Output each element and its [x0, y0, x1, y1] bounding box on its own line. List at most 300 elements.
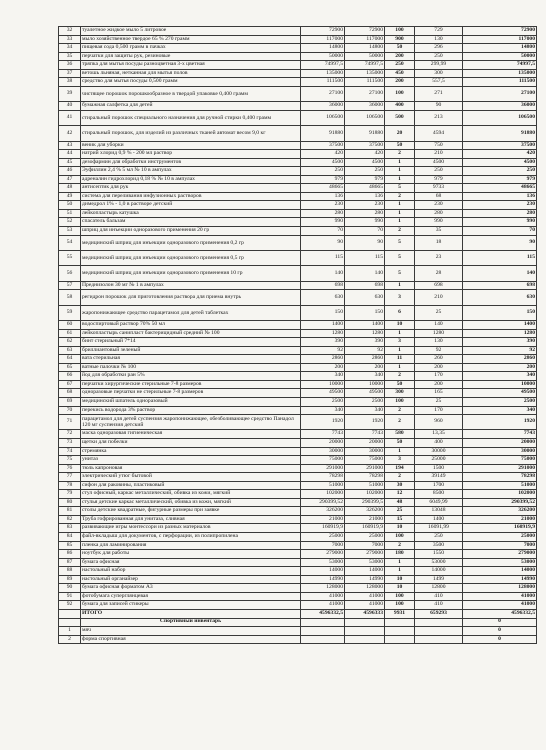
line-total: 41000	[463, 592, 537, 601]
unit-price: 260	[415, 355, 463, 364]
actual-amount: 7743	[345, 430, 385, 439]
quantity: 50	[385, 141, 415, 150]
row-number: 59	[59, 305, 81, 320]
line-total: 280	[463, 209, 537, 218]
actual-amount: 136	[345, 192, 385, 201]
actual-amount: 979	[345, 175, 385, 184]
line-total: 14990	[463, 575, 537, 584]
item-name: ватные палочки № 100	[81, 363, 301, 372]
line-total: 979	[463, 175, 537, 184]
item-name: стулья детские каркас металлический, обивка из кожи, мягкий	[81, 498, 301, 507]
quantity: 2	[385, 372, 415, 381]
unit-price: 30000	[415, 447, 463, 456]
planned-amount: 150	[301, 305, 345, 320]
planned-amount: 51000	[301, 481, 345, 490]
table-row	[59, 102, 537, 111]
line-total: 78298	[463, 473, 537, 482]
planned-amount: 340	[301, 372, 345, 381]
planned-amount: 390	[301, 338, 345, 347]
quantity: 194	[385, 464, 415, 473]
planned-amount: 2860	[301, 355, 345, 364]
planned-amount: 128000	[301, 584, 345, 593]
table-row	[59, 126, 537, 141]
item-name: система для переливания инфузионных растворов	[81, 192, 301, 201]
unit-price: 400	[415, 439, 463, 448]
item-name: пленка для ламинирования	[81, 541, 301, 550]
unit-price: 210	[415, 150, 463, 159]
total-actual: 4596333	[345, 609, 385, 618]
row-number: 45	[59, 158, 81, 167]
row-number: 48	[59, 184, 81, 193]
line-total: 420	[463, 150, 537, 159]
row-number: 89	[59, 575, 81, 584]
planned-amount: 90	[301, 235, 345, 250]
table-row	[59, 110, 537, 125]
row-number: 60	[59, 321, 81, 330]
row-number: 75	[59, 456, 81, 465]
planned-amount: 78298	[301, 473, 345, 482]
row-number: 42	[59, 126, 81, 141]
quantity: 1	[385, 281, 415, 290]
quantity: 5	[385, 266, 415, 281]
unit-price: 4594	[415, 126, 463, 141]
quantity: 100	[385, 397, 415, 406]
quantity: 10	[385, 575, 415, 584]
unit-price: 18	[415, 235, 463, 250]
actual-amount: 990	[345, 218, 385, 227]
planned-amount: 111500	[301, 78, 345, 87]
line-total: 25000	[463, 533, 537, 542]
quantity: 1	[385, 346, 415, 355]
line-total: 2860	[463, 355, 537, 364]
planned-amount: 91880	[301, 126, 345, 141]
item-name: регидрон порошок для приготовления раствора для приема внутрь	[81, 290, 301, 305]
actual-amount: 27100	[345, 86, 385, 101]
planned-amount: 280	[301, 209, 345, 218]
row-number: 62	[59, 338, 81, 347]
line-total: 49500	[463, 389, 537, 398]
line-total: 0	[463, 635, 537, 644]
line-total: 340	[463, 372, 537, 381]
quantity: 5	[385, 250, 415, 265]
quantity: 48	[385, 498, 415, 507]
row-number: 63	[59, 346, 81, 355]
planned-amount: 7743	[301, 430, 345, 439]
line-total: 51000	[463, 481, 537, 490]
unit-price: 130	[415, 35, 463, 44]
planned-amount: 41000	[301, 592, 345, 601]
quantity: 200	[385, 78, 415, 87]
item-name: парацетамол для детей суспензия жаропонижающее, обезболивающее средство Панадол 120 мг суспензия детский	[81, 415, 301, 430]
empty-cell	[415, 618, 463, 627]
unit-price: 170	[415, 372, 463, 381]
item-name: водоспиртовый раствор 70% 50 мл	[81, 321, 301, 330]
row-number: 86	[59, 550, 81, 559]
line-total: 1400	[463, 321, 537, 330]
actual-amount: 49500	[345, 389, 385, 398]
row-number: 44	[59, 150, 81, 159]
line-total: 1280	[463, 329, 537, 338]
line-total: 117000	[463, 35, 537, 44]
line-total: 21000	[463, 515, 537, 524]
item-name: перекись водорода 3% раствор	[81, 406, 301, 415]
unit-price: 200	[415, 380, 463, 389]
table-row	[59, 78, 537, 87]
unit-price: 25000	[415, 456, 463, 465]
line-total: 7000	[463, 541, 537, 550]
line-total: 10000	[463, 380, 537, 389]
unit-price: 296	[415, 44, 463, 53]
item-name: перчатки для защиты рук, резиновые	[81, 52, 301, 61]
line-total: 70	[463, 227, 537, 236]
planned-amount: 30000	[301, 447, 345, 456]
unit-price: 16091,99	[415, 524, 463, 533]
quantity: 11	[385, 355, 415, 364]
section-title: Спортивный инвентарь	[81, 618, 301, 627]
row-number: 37	[59, 69, 81, 78]
planned-amount: 53000	[301, 558, 345, 567]
line-total: 2500	[463, 397, 537, 406]
quantity: 450	[385, 69, 415, 78]
empty-cell	[385, 627, 415, 636]
quantity: 2	[385, 406, 415, 415]
table-row	[59, 167, 537, 176]
row-number: 73	[59, 439, 81, 448]
item-name: Преднизолон 30 мг № 1 в ампулах	[81, 281, 301, 290]
actual-amount: 48665	[345, 184, 385, 193]
planned-amount: 290399,52	[301, 498, 345, 507]
line-total: 340	[463, 406, 537, 415]
quantity: 3	[385, 338, 415, 347]
table-row	[59, 227, 537, 236]
line-total: 74997,5	[463, 61, 537, 70]
actual-amount: 70	[345, 227, 385, 236]
quantity: 400	[385, 102, 415, 111]
line-total: 53000	[463, 558, 537, 567]
row-number: 2	[59, 635, 81, 644]
unit-price: 4500	[415, 158, 463, 167]
item-name: перчатки хирургические стерильные 7-8 размеров	[81, 380, 301, 389]
quantity: 100	[385, 27, 415, 36]
item-name: стул офисный, каркас металлический, обивка из кожи, мягкий	[81, 490, 301, 499]
planned-amount: 990	[301, 218, 345, 227]
table-row	[59, 86, 537, 101]
planned-amount: 92	[301, 346, 345, 355]
actual-amount: 150	[345, 305, 385, 320]
planned-amount: 72900	[301, 27, 345, 36]
total-sum: 4596332,5	[463, 609, 537, 618]
unit-price: 729	[415, 27, 463, 36]
quantity: 1	[385, 567, 415, 576]
table-row	[59, 541, 537, 550]
row-number: 74	[59, 447, 81, 456]
unit-price: 8500	[415, 490, 463, 499]
item-name: мяч	[81, 627, 301, 636]
planned-amount: 1280	[301, 329, 345, 338]
table-row	[59, 601, 537, 610]
inventory-table-body	[59, 27, 537, 644]
planned-amount: 1400	[301, 321, 345, 330]
actual-amount: 4500	[345, 158, 385, 167]
item-name: дезофармин для обработки инструментов	[81, 158, 301, 167]
line-total: 41000	[463, 601, 537, 610]
row-number: 87	[59, 558, 81, 567]
planned-amount: 10000	[301, 380, 345, 389]
row-number: 69	[59, 397, 81, 406]
item-name: медицинский шпатель одноразовый	[81, 397, 301, 406]
item-name: жаропонижающее средство парацетамол для детей таблетках	[81, 305, 301, 320]
item-name: столы детские квадратные, фигурные размеры при заявке	[81, 507, 301, 516]
table-row	[59, 266, 537, 281]
item-name: бумажная салфетка для детей	[81, 102, 301, 111]
unit-price: 557,5	[415, 78, 463, 87]
item-name: бриллиантовый зеленый	[81, 346, 301, 355]
line-total: 115	[463, 250, 537, 265]
line-total: 14000	[463, 567, 537, 576]
line-total: 30000	[463, 447, 537, 456]
planned-amount: 37500	[301, 141, 345, 150]
line-total: 90	[463, 235, 537, 250]
quantity: 1	[385, 201, 415, 210]
empty-cell	[301, 635, 345, 644]
quantity: 3	[385, 456, 415, 465]
unit-price: 960	[415, 415, 463, 430]
table-row	[59, 464, 537, 473]
quantity: 6	[385, 305, 415, 320]
planned-amount: 25000	[301, 533, 345, 542]
quantity: 25	[385, 507, 415, 516]
table-row	[59, 305, 537, 320]
actual-amount: 41000	[345, 601, 385, 610]
row-number: 47	[59, 175, 81, 184]
line-total: 72900	[463, 27, 537, 36]
quantity: 10	[385, 584, 415, 593]
table-row	[59, 184, 537, 193]
quantity: 12	[385, 490, 415, 499]
total-quantity: 9931	[385, 609, 415, 618]
actual-amount: 106500	[345, 110, 385, 125]
unit-price: 13,35	[415, 430, 463, 439]
quantity: 2	[385, 473, 415, 482]
row-number: 92	[59, 601, 81, 610]
actual-amount: 14990	[345, 575, 385, 584]
actual-amount: 14000	[345, 567, 385, 576]
quantity: 100	[385, 601, 415, 610]
planned-amount: 50000	[301, 52, 345, 61]
quantity: 50	[385, 44, 415, 53]
actual-amount: 92	[345, 346, 385, 355]
actual-amount: 37500	[345, 141, 385, 150]
item-name: антисептик для рук	[81, 184, 301, 193]
quantity: 900	[385, 35, 415, 44]
row-number: 76	[59, 464, 81, 473]
table-row	[59, 27, 537, 36]
actual-amount: 290399,5	[345, 498, 385, 507]
quantity: 3	[385, 290, 415, 305]
planned-amount: 250	[301, 167, 345, 176]
item-name: развивающие игры монтессори из разных материалов	[81, 524, 301, 533]
table-row	[59, 473, 537, 482]
quantity: 2	[385, 150, 415, 159]
unit-price: 250	[415, 52, 463, 61]
item-name: медицинский шприц для инъекции одноразового применения 10 гр	[81, 266, 301, 281]
planned-amount: 36000	[301, 102, 345, 111]
item-name: веник для уборки	[81, 141, 301, 150]
row-number: 72	[59, 430, 81, 439]
table-row	[59, 338, 537, 347]
table-row	[59, 415, 537, 430]
table-row	[59, 61, 537, 70]
row-number: 32	[59, 27, 81, 36]
item-name: Эуфиллин 2,4 % 5 мл № 10 в ампулах	[81, 167, 301, 176]
line-total: 279000	[463, 550, 537, 559]
quantity: 1	[385, 447, 415, 456]
quantity: 50	[385, 380, 415, 389]
row-number: 67	[59, 380, 81, 389]
line-total: 290399,52	[463, 498, 537, 507]
row-number: 81	[59, 507, 81, 516]
table-row	[59, 329, 537, 338]
actual-amount: 326200	[345, 507, 385, 516]
row-number: 58	[59, 290, 81, 305]
unit-price: 750	[415, 141, 463, 150]
item-name: адреналин гидрохлорид 0,18 % № 10 в ампулах	[81, 175, 301, 184]
planned-amount: 49500	[301, 389, 345, 398]
row-number: 35	[59, 52, 81, 61]
row-number: 82	[59, 515, 81, 524]
line-total: 0	[463, 627, 537, 636]
item-name: стремянка	[81, 447, 301, 456]
quantity: 580	[385, 430, 415, 439]
unit-price: 130	[415, 338, 463, 347]
row-number: 54	[59, 235, 81, 250]
actual-amount: 135000	[345, 69, 385, 78]
quantity: 1	[385, 329, 415, 338]
item-name: бумага офисная форматом А3	[81, 584, 301, 593]
row-number: 85	[59, 541, 81, 550]
actual-amount: 36000	[345, 102, 385, 111]
planned-amount: 326200	[301, 507, 345, 516]
line-total: 48665	[463, 184, 537, 193]
row-number: 36	[59, 61, 81, 70]
table-row	[59, 558, 537, 567]
planned-amount: 279000	[301, 550, 345, 559]
line-total: 250	[463, 167, 537, 176]
planned-amount: 41000	[301, 601, 345, 610]
planned-amount: 75000	[301, 456, 345, 465]
row-number: 50	[59, 201, 81, 210]
line-total: 698	[463, 281, 537, 290]
table-row	[59, 372, 537, 381]
line-total: 135000	[463, 69, 537, 78]
planned-amount: 1920	[301, 415, 345, 430]
quantity: 2	[385, 227, 415, 236]
unit-price: 299,99	[415, 61, 463, 70]
row-number: 41	[59, 110, 81, 125]
row-number: 46	[59, 167, 81, 176]
table-row	[59, 290, 537, 305]
item-name: йод для обработки ран 5%	[81, 372, 301, 381]
line-total: 102000	[463, 490, 537, 499]
item-name: чистящее порошок порошкообразное в твердой упаковке 0,400 грамм	[81, 86, 301, 101]
unit-price: 210	[415, 290, 463, 305]
row-number: 79	[59, 490, 81, 499]
planned-amount: 2500	[301, 397, 345, 406]
item-name: шприц для инъекции одноразового применения 20 гр	[81, 227, 301, 236]
item-name: лейкопластырь санипласт бактерицидный средний № 100	[81, 329, 301, 338]
actual-amount: 72900	[345, 27, 385, 36]
planned-amount: 200	[301, 363, 345, 372]
table-row	[59, 515, 537, 524]
actual-amount: 74997,5	[345, 61, 385, 70]
table-row	[59, 346, 537, 355]
planned-amount: 74997,5	[301, 61, 345, 70]
empty-cell	[345, 618, 385, 627]
row-number: 49	[59, 192, 81, 201]
line-total: 106500	[463, 110, 537, 125]
actual-amount: 420	[345, 150, 385, 159]
planned-amount: 20000	[301, 439, 345, 448]
row-number: 51	[59, 209, 81, 218]
line-total: 20000	[463, 439, 537, 448]
table-row	[59, 524, 537, 533]
table-row	[59, 439, 537, 448]
unit-price: 6049,99	[415, 498, 463, 507]
actual-amount: 2500	[345, 397, 385, 406]
planned-amount: 115	[301, 250, 345, 265]
actual-amount: 390	[345, 338, 385, 347]
quantity: 1	[385, 363, 415, 372]
actual-amount: 279000	[345, 550, 385, 559]
line-total: 200	[463, 363, 537, 372]
planned-amount: 70	[301, 227, 345, 236]
item-name: щетки для побелки	[81, 439, 301, 448]
unit-price: 14000	[415, 567, 463, 576]
empty-cell	[415, 635, 463, 644]
item-name: тюль капроновая	[81, 464, 301, 473]
item-name: димедрол 1% - 1,0 в растворе детский	[81, 201, 301, 210]
quantity: 100	[385, 86, 415, 101]
section-sum: 0	[463, 618, 537, 627]
item-name: Труба гофрированная для унитаза, сливная	[81, 515, 301, 524]
planned-amount: 48665	[301, 184, 345, 193]
row-number: 57	[59, 281, 81, 290]
unit-price: 990	[415, 218, 463, 227]
quantity: 1	[385, 218, 415, 227]
planned-amount: 140	[301, 266, 345, 281]
actual-amount: 115	[345, 250, 385, 265]
unit-price: 28	[415, 266, 463, 281]
item-name: унитаз	[81, 456, 301, 465]
row-number: 65	[59, 363, 81, 372]
row-number	[59, 618, 81, 627]
item-name: фотобумага суперглянцевая	[81, 592, 301, 601]
empty-cell	[301, 618, 345, 627]
actual-amount: 250	[345, 167, 385, 176]
quantity: 2	[385, 541, 415, 550]
quantity: 180	[385, 550, 415, 559]
row-number: 84	[59, 533, 81, 542]
row-number: 40	[59, 102, 81, 111]
line-total: 4500	[463, 158, 537, 167]
unit-price: 300	[415, 69, 463, 78]
table-row	[59, 490, 537, 499]
table-row	[59, 175, 537, 184]
actual-amount: 630	[345, 290, 385, 305]
unit-price: 68	[415, 192, 463, 201]
row-number: 91	[59, 592, 81, 601]
line-total: 390	[463, 338, 537, 347]
